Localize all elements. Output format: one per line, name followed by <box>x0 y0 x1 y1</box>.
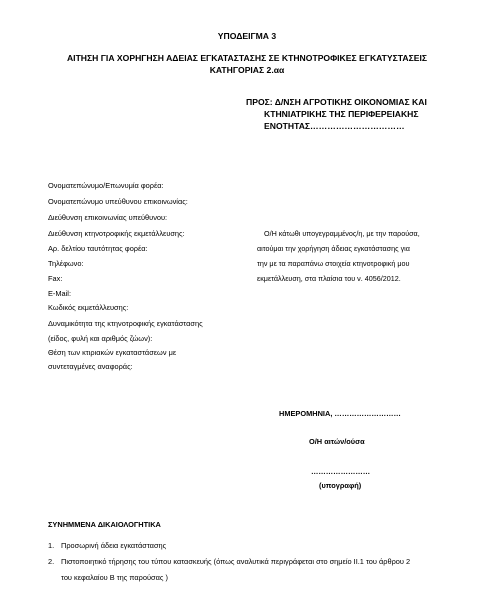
field-fax: Fax: <box>48 274 63 283</box>
signature-label: (υπογραφή) <box>319 481 362 490</box>
document-title-line-1: ΑΙΤΗΣΗ ΓΙΑ ΧΟΡΗΓΗΣΗ ΑΔΕΙΑΣ ΕΓΚΑΤΑΣΤΑΣΗΣ ΣΕ ΚΤΗΝΟΤΡΟΦΙΚΕΣ ΕΓΚΑΤΥΣΤΑΣΕΙΣ <box>66 53 428 63</box>
date-line: ΗΜΕΡΟΜΗΝΙΑ, ……………………… <box>279 409 401 418</box>
field-email: E-Mail: <box>48 289 71 298</box>
field-coordinates: συντεταγμένες αναφοράς: <box>48 362 133 371</box>
field-farm-address: Διεύθυνση κτηνοτροφικής εκμετάλλευσης: <box>48 229 185 238</box>
field-contact-address: Διεύθυνση επικοινωνίας υπεύθυνου: <box>48 213 168 222</box>
signature-dots: …………………… <box>311 467 371 476</box>
field-id-number: Αρ. δελτίου ταυτότητας φορέα: <box>48 244 148 253</box>
document-heading: ΥΠΟΔΕΙΓΜΑ 3 <box>217 31 277 41</box>
applicant-label: Ο/Η αιτών/ούσα <box>309 437 365 446</box>
attachment-1-number: 1. <box>48 541 55 550</box>
field-capacity-detail: (είδος, φυλή και αριθμός ζώων): <box>48 334 153 343</box>
declaration-line-2: αιτούμαι την χορήγηση άδειας εγκατάστασης για <box>257 244 410 253</box>
field-building-location: Θέση των κτιριακών εγκαταστάσεων με <box>48 348 177 357</box>
attachments-title: ΣΥΝΗΜΜΕΝΑ ΔΙΚΑΙΟΛΟΓΗΤΙΚΑ <box>48 520 161 529</box>
field-applicant-name: Ονοματεπώνυμο/Επωνυμία φορέα: <box>48 181 164 190</box>
field-capacity: Δυναμικότητα της κτηνοτροφικής εγκατάστασης <box>48 319 203 328</box>
document-title-line-2: ΚΑΤΗΓΟΡΙΑΣ 2.αα <box>209 65 285 75</box>
attachment-2-text: Πιστοποιητικό τήρησης του τύπου κατασκευής (όπως αναλυτικά περιγράφεται στο σημείο ΙΙ.1 του άρθρου 2 <box>61 557 411 566</box>
attachment-1-text: Προσωρινή άδεια εγκατάστασης <box>61 541 167 550</box>
declaration-line-4: εκμετάλλευση, στα πλαίσια του ν. 4056/2012. <box>257 274 401 283</box>
declaration-line-3: την με τα παραπάνω στοιχεία κτηνοτροφική μου <box>257 259 410 268</box>
attachment-2-number: 2. <box>48 557 55 566</box>
attachment-2-continuation: του κεφαλαίου Β της παρούσας ) <box>61 573 168 582</box>
field-farm-code: Κωδικός εκμετάλλευσης: <box>48 303 129 312</box>
field-contact-person: Ονοματεπώνυμο υπεύθυνου επικοινωνίας: <box>48 197 188 206</box>
recipient-line-2: ΚΤΗΝΙΑΤΡΙΚΗΣ ΤΗΣ ΠΕΡΙΦΕΡΕΙΑΚΗΣ <box>264 109 419 119</box>
field-phone: Τηλέφωνο: <box>48 259 84 268</box>
declaration-line-1: Ο/Η κάτωθι υπογεγραμμένος/η, με την παρούσα, <box>264 229 420 238</box>
recipient-line-1: ΠΡΟΣ: Δ/ΝΣΗ ΑΓΡΟΤΙΚΗΣ ΟΙΚΟΝΟΜΙΑΣ ΚΑΙ <box>246 97 427 107</box>
recipient-line-3: ΕΝΟΤΗΤΑΣ…………………………… <box>264 121 405 131</box>
